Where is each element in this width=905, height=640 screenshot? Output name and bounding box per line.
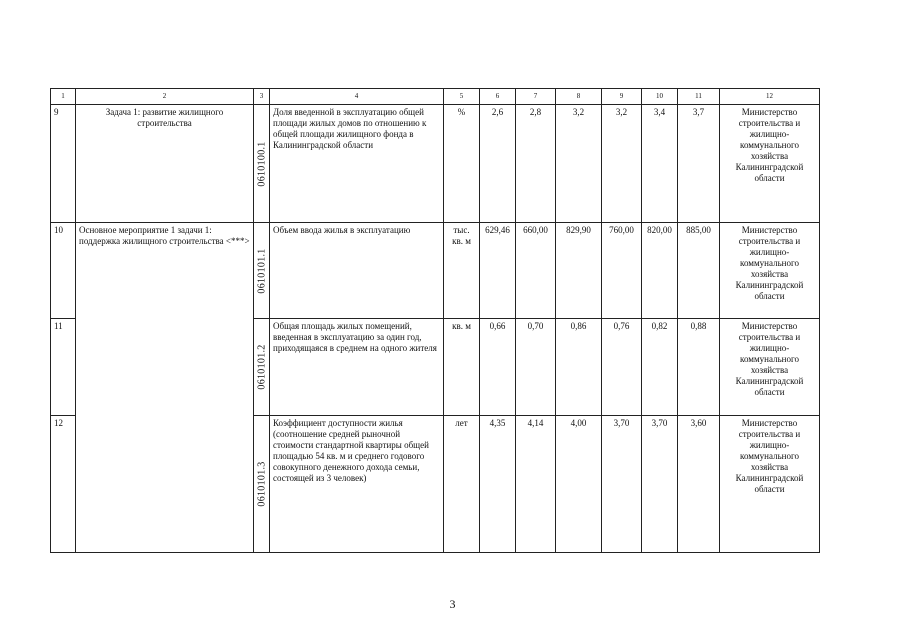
unit-cell: тыс. кв. м — [444, 223, 480, 319]
indicator-cell: Коэффициент доступности жилья (соотношение средней рыночной стоимости стандартной квартиры общей площадью 54 кв. м и среднего годового совокупного денежного дохода семьи, состоящей из 3 человек) — [270, 416, 444, 553]
code-cell — [254, 319, 270, 416]
value-cell: 3,2 — [556, 105, 602, 223]
value-cell: 760,00 — [602, 223, 642, 319]
header-cell: 12 — [720, 89, 820, 105]
value-cell: 3,70 — [642, 416, 678, 553]
indicator-cell: Объем ввода жилья в эксплуатацию — [270, 223, 444, 319]
header-cell: 11 — [678, 89, 720, 105]
header-cell: 7 — [516, 89, 556, 105]
value-cell: 820,00 — [642, 223, 678, 319]
value-cell: 4,00 — [556, 416, 602, 553]
row-number: 9 — [51, 105, 76, 223]
responsible-org: Министерство строительства и жилищно-коммунального хозяйства Калининградской области — [720, 105, 820, 223]
value-cell: 0,76 — [602, 319, 642, 416]
value-cell: 0,82 — [642, 319, 678, 416]
value-cell: 0,70 — [516, 319, 556, 416]
row-number: 10 — [51, 223, 76, 319]
row-number: 12 — [51, 416, 76, 553]
code-cell — [254, 416, 270, 553]
table-row — [51, 105, 820, 223]
value-cell: 0,66 — [480, 319, 516, 416]
responsible-org: Министерство строительства и жилищно-коммунального хозяйства Калининградской области — [720, 416, 820, 553]
value-cell: 2,8 — [516, 105, 556, 223]
responsible-org: Министерство строительства и жилищно-коммунального хозяйства Калининградской области — [720, 319, 820, 416]
value-cell: 0,86 — [556, 319, 602, 416]
unit-cell: лет — [444, 416, 480, 553]
value-cell: 0,88 — [678, 319, 720, 416]
row-number: 11 — [51, 319, 76, 416]
task-cell: Задача 1: развитие жилищного строительства — [76, 105, 254, 223]
header-cell: 3 — [254, 89, 270, 105]
indicator-cell: Доля введенной в эксплуатацию общей площади жилых домов по отношению к общей площади жилищного фонда в Калининградской области — [270, 105, 444, 223]
header-cell: 5 — [444, 89, 480, 105]
indicator-code: 0610101.3 — [256, 461, 267, 507]
header-cell: 2 — [76, 89, 254, 105]
table-row — [51, 223, 820, 319]
header-cell: 8 — [556, 89, 602, 105]
value-cell: 2,6 — [480, 105, 516, 223]
header-cell: 9 — [602, 89, 642, 105]
indicator-code: 0610100.1 — [256, 140, 267, 187]
header-cell: 1 — [51, 89, 76, 105]
responsible-org: Министерство строительства и жилищно-коммунального хозяйства Калининградской области — [720, 223, 820, 319]
value-cell: 3,7 — [678, 105, 720, 223]
indicator-code: 0610101.1 — [256, 247, 267, 294]
value-cell: 4,35 — [480, 416, 516, 553]
value-cell: 660,00 — [516, 223, 556, 319]
unit-cell: % — [444, 105, 480, 223]
header-cell: 10 — [642, 89, 678, 105]
indicators-table — [50, 88, 820, 553]
header-cell: 4 — [270, 89, 444, 105]
task-cell: Основное мероприятие 1 задачи 1: поддержка жилищного строительства <***> — [76, 223, 254, 553]
value-cell: 629,46 — [480, 223, 516, 319]
value-cell: 3,4 — [642, 105, 678, 223]
value-cell: 829,90 — [556, 223, 602, 319]
value-cell: 3,2 — [602, 105, 642, 223]
value-cell: 3,70 — [602, 416, 642, 553]
code-cell — [254, 105, 270, 223]
value-cell: 885,00 — [678, 223, 720, 319]
indicator-cell: Общая площадь жилых помещений, введенная в эксплуатацию за один год, приходящаяся в среднем на одного жителя — [270, 319, 444, 416]
unit-cell: кв. м — [444, 319, 480, 416]
code-cell — [254, 223, 270, 319]
value-cell: 4,14 — [516, 416, 556, 553]
table-header-row — [51, 89, 820, 105]
page-number: 3 — [449, 597, 456, 611]
indicator-code: 0610101.2 — [256, 344, 267, 390]
header-cell: 6 — [480, 89, 516, 105]
value-cell: 3,60 — [678, 416, 720, 553]
